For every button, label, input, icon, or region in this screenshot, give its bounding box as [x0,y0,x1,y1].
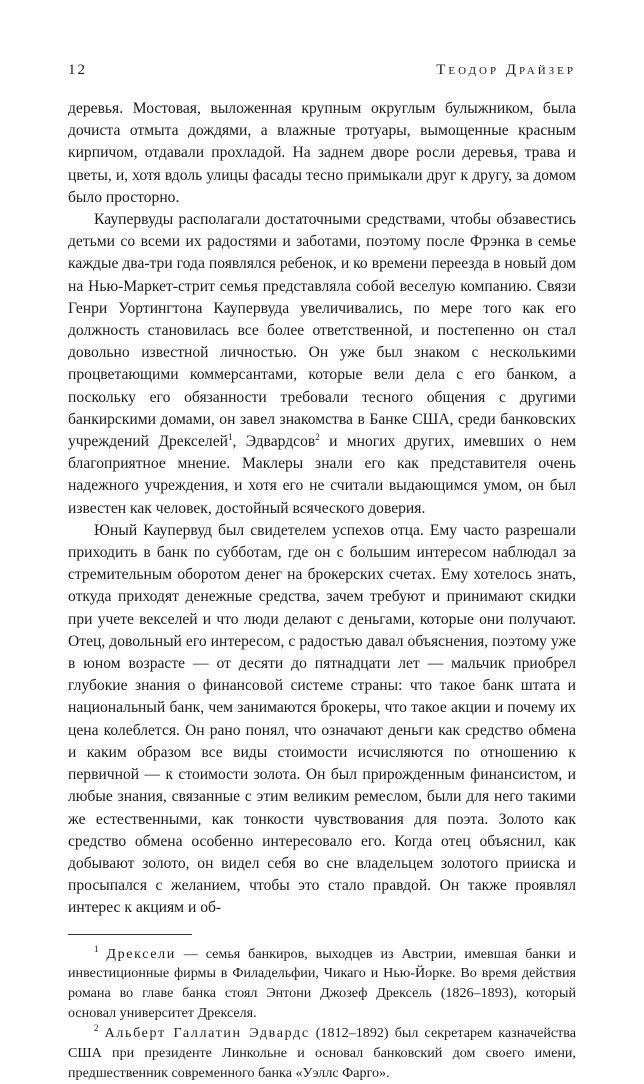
paragraph-2-part-a: Каупервуды располагали достаточными средствами, чтобы обзавестись детьми со всеми их радостями и заботами, поэтому после Фрэнка в семье каждые два-три года появлялся ребенок, и ко времени переезда в новый дом на Нью-Маркет-стрит семья представляла собой веселую компанию. Связи Генри Уортингтона Каупервуда увеличивались, по мере того как его должность становилась все более ответственной, и постепенно он стал довольно известной личностью. Он уже был знаком с несколькими процветающими коммерсантами, которые вели дела с его банком, а поскольку его обязанности требовали тесного общения с другими банкирскими домами, он завел знакомства в Банке США, среди банковских учреждений Дрекселей [68,211,576,451]
footnote-2-text: (1812–1892) был секретарем казначейства США при президенте Линкольне и основал банковский дом своего имени, предшественник современного банка «Уэллс Фарго». [68,1025,577,1081]
footnote-1 [68,945,576,1025]
page-number: 12 [68,62,87,78]
body-text [68,98,576,920]
paragraph-2 [68,209,576,520]
paragraph-3: Юный Каупервуд был свидетелем успехов отца. Ему часто разрешали приходить в банк по субботам, где он с большим интересом наблюдал за стремительным оборотом денег на брокерских счетах. Ему хотелось знать, откуда приходят денежные средства, зачем требуют и принимают скидки при учете векселей и что люди делают с деньгами, которые они получают. Отец, довольный его интересом, с радостью давал объяснения, поэтому уже в юном возрасте — от десяти до пятнадцати лет — мальчик приобрел глубокие знания о финансовой системе страны: что такое банк штата и национальный банк, чем занимаются брокеры, что такое акции и почему их цена колеблется. Он рано понял, что означают деньги как средство обмена и каким образом все виды стоимости исчисляются по отношению к первичной — к стоимости золота. Он был прирожденным финансистом, и любые знания, связанные с этим великим ремеслом, были для него такими же естественными, как тонкости чувствования для поэта. Золото как средство обмена особенно интересовало его. Когда отец объяснил, как добывают золото, он видел себя во сне владельцем золотого прииска и просыпался с желанием, чтобы это стало правдой. Он также проявлял интерес к акциям и об- [68,521,576,917]
footnote-1-mark: 1 [94,943,99,954]
footnote-divider [68,934,192,935]
footnote-ref-2[interactable]: 2 [315,432,320,443]
paragraph-2-part-b: , Эдвардсов [232,433,316,451]
book-page [68,62,576,1084]
footnote-2 [68,1024,576,1084]
paragraph-1: деревья. Мостовая, выложенная крупным округлым булыжником, была дочиста отмыта дождями, а влажные тротуары, вымощенные красным кирпичом, отдавали прохладой. На заднем дворе росли деревья, трава и цветы, и, хотя вдоль улицы фасады тесно примыкали друг к другу, за домом было просторно. [68,100,576,206]
running-title: Теодор Драйзер [436,62,576,78]
footnote-2-name: Альберт Галлатин Эдвардс [104,1025,310,1042]
running-head [68,62,576,84]
footnote-2-mark: 2 [94,1023,99,1034]
footnote-ref-1[interactable]: 1 [227,432,233,443]
footnote-1-text: — семья банкиров, выходцев из Австрии, имевшая банки и инвестиционные фирмы в Филадельфии, Чикаго и Нью-Йорке. Во время действия романа во главе банка стоял Энтони Джозеф Дрексель (1826–1893), который основал университет Дрекселя. [68,945,576,1022]
paragraph-2-part-c: и многих других, имевших о нем благоприятное мнение. Маклеры знали его как представителя очень надежного учреждения, и хотя его не считали выдающимся умом, он был известен как человек, достойный всяческого доверия. [68,433,576,517]
footnote-1-name: Дрексели [106,945,176,962]
footnotes [68,945,576,1084]
